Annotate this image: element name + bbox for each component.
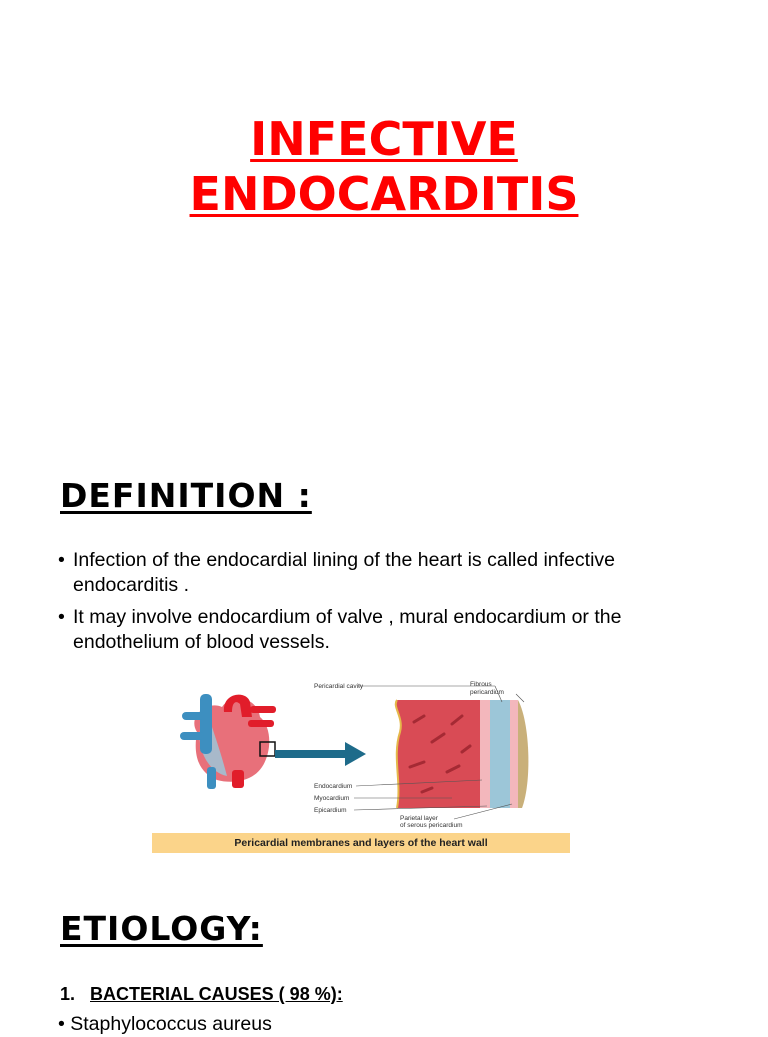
partial-bullet: • Staphylococcus aureus: [58, 1013, 272, 1035]
label-endocardium: Endocardium: [314, 783, 353, 790]
definition-bullet-list: [58, 548, 708, 662]
label-parietal-layer: Parietal layer: [400, 815, 438, 822]
heart-illustration: [180, 694, 276, 789]
etiology-heading: ETIOLOGY:: [60, 909, 263, 948]
partial-bullet-text: Staphylococcus aureus: [70, 1013, 272, 1035]
bullet-item: • Infection of the endocardial lining of the heart is called infective endocarditis .: [58, 548, 708, 598]
figure-caption: Pericardial membranes and layers of the heart wall: [152, 833, 570, 853]
label-serous-pericardium: of serous pericardium: [400, 822, 463, 829]
title-line-2: ENDOCARDITIS: [189, 167, 579, 221]
arrow-icon: [275, 742, 366, 766]
page-title: [0, 112, 768, 222]
label-myocardium: Myocardium: [314, 795, 350, 802]
bullet-item: • It may involve endocardium of valve , mural endocardium or the endothelium of blood vessels.: [58, 605, 708, 655]
heart-wall-layers: [396, 700, 529, 808]
label-fibrous: Fibrous: [470, 681, 492, 688]
heart-wall-diagram: [152, 672, 572, 856]
list-number: 1.: [60, 984, 76, 1004]
title-line-1: INFECTIVE: [250, 112, 518, 166]
etiology-list-item: [60, 984, 343, 1005]
definition-heading: DEFINITION :: [60, 476, 312, 515]
label-fibrous-pericardium: pericardium: [470, 689, 504, 696]
label-pericardial-cavity: Pericardial cavity: [314, 683, 364, 690]
list-item-text: BACTERIAL CAUSES ( 98 %):: [90, 984, 343, 1004]
label-epicardium: Epicardium: [314, 807, 347, 814]
